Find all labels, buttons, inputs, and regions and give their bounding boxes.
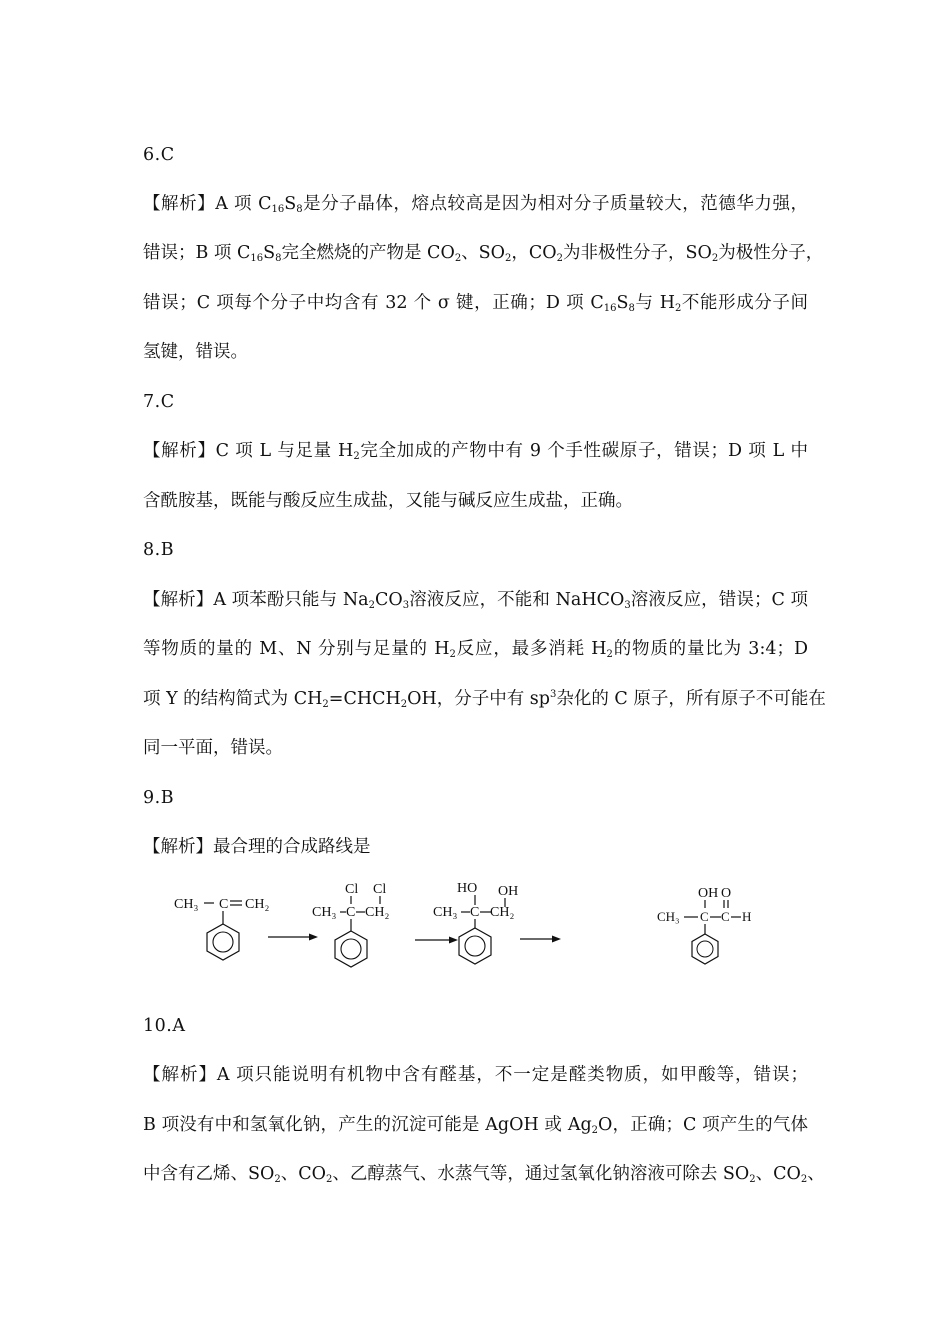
- reaction-arrow: [520, 936, 561, 943]
- explanation-line: 等物质的量的 M、N 分别与足量的 $H_2$反应，最多消耗 $H_2$的物质的量比为 3:4；D: [143, 639, 808, 660]
- explanation-line: 【解析】A 项 $C_{16}S_8$是分子晶体，熔点较高是因为相对分子质量较大，范德华力强，: [143, 194, 808, 215]
- explanation-line: 【解析】A 项苯酚只能与 $Na_2CO_3$溶液反应，不能和 NaHCO$_3$溶液反应，错误；C 项: [143, 590, 808, 611]
- c-label: C: [346, 905, 356, 920]
- molecule-dichloride: [312, 882, 389, 967]
- explanation-line: B 项没有中和氢氧化钠，产生的沉淀可能是 AgOH 或 $Ag_2O$，正确；C 项产生的气体: [143, 1115, 808, 1136]
- cl-label: Cl: [345, 882, 359, 897]
- explanation-line: 项 Y 的结构简式为 $CH_2=CHCH_2OH$，分子中有 $sp^3$杂化的 C 原子，所有原子不可能在: [143, 689, 826, 710]
- explanation-line: 错误；B 项 $C_{16}S_8$完全燃烧的产物是 $CO_2$、$SO_2$，$CO_2$为非极性分子，$SO_2$为极性分子，: [143, 243, 824, 264]
- ch3-label: CH₃: [312, 905, 337, 920]
- explanation-line: 错误；C 项每个分子中均含有 32 个 σ 键，正确；D 项 $C_{16}S_8$与 $H_2$不能形成分子间: [143, 293, 808, 314]
- explanation-line: 同一平面，错误。: [143, 738, 283, 758]
- c-label: C: [721, 909, 730, 924]
- explanation-line: 中含有乙烯、$SO_2$、$CO_2$、乙醇蒸气、水蒸气等，通过氢氧化钠溶液可除去 $SO_2$、$CO_2$、: [143, 1164, 825, 1185]
- answer-label-9: 9.B: [143, 788, 175, 808]
- oh-label: HO: [457, 881, 478, 896]
- ch2-label: CH₂: [365, 905, 390, 920]
- answer-label-10: 10.A: [143, 1016, 186, 1036]
- reaction-arrow: [268, 934, 318, 941]
- cl-label: Cl: [373, 882, 387, 897]
- explanation-line: 含酰胺基，既能与酸反应生成盐，又能与碱反应生成盐，正确。: [143, 491, 633, 511]
- o-label: O: [721, 886, 732, 901]
- answer-label-6: 6.C: [143, 145, 175, 165]
- oh-label: OH: [498, 884, 519, 899]
- c-label: C: [700, 909, 709, 924]
- explanation-line: 【解析】A 项只能说明有机物中含有醛基，不一定是醛类物质，如甲酸等，错误；: [143, 1065, 808, 1085]
- answer-label-7: 7.C: [143, 392, 175, 412]
- ch3-label: CH₃: [433, 905, 458, 920]
- explanation-line: 【解析】C 项 L 与足量 $H_2$完全加成的产物中有 9 个手性碳原子，错误；D 项 L 中: [143, 441, 808, 462]
- oh-label: OH: [698, 886, 719, 901]
- molecule-diol: [433, 881, 518, 964]
- ch2-label: CH₂: [245, 897, 270, 912]
- synthesis-route-diagram: [160, 876, 800, 976]
- c-label: C: [219, 897, 229, 912]
- molecule-product: [657, 886, 751, 964]
- ch3-label: CH₃: [174, 897, 199, 912]
- ch2-label: CH₂: [490, 905, 515, 920]
- molecule-start: [174, 897, 269, 960]
- h-label: H: [742, 909, 752, 924]
- explanation-line: 【解析】最合理的合成路线是: [143, 837, 371, 857]
- c-label: C: [470, 905, 480, 920]
- explanation-line: 氢键，错误。: [143, 342, 248, 362]
- reaction-arrow: [415, 937, 458, 944]
- ch3-label: CH₃: [657, 909, 680, 924]
- answer-label-8: 8.B: [143, 540, 175, 560]
